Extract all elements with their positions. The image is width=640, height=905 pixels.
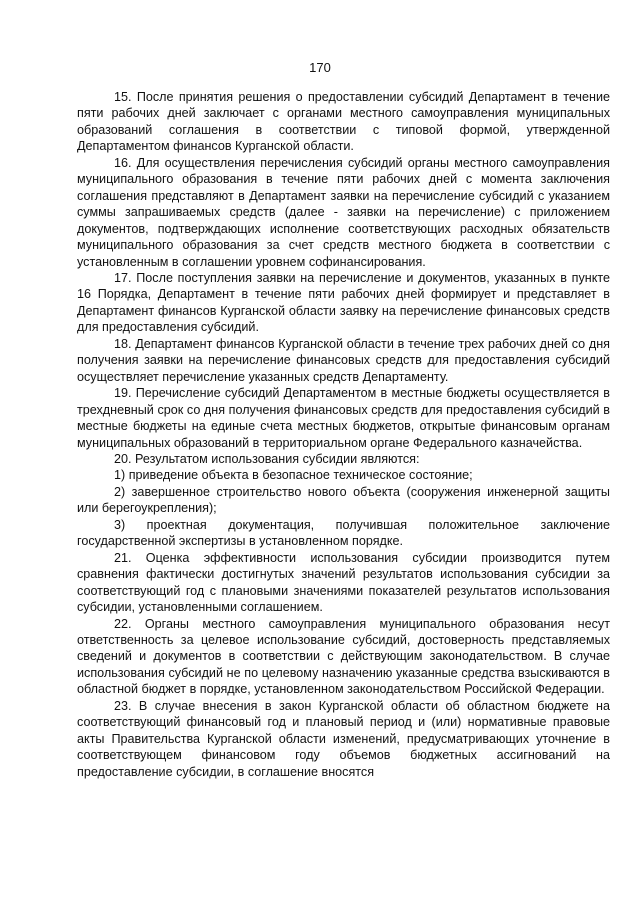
page-number: 170 xyxy=(309,60,331,75)
paragraph-20: 20. Результатом использования субсидии являются: xyxy=(114,451,420,466)
paragraph-19: 19. Перечисление субсидий Департаментом в местные бюджеты осуществляется в трехдневный срок со дня получения финансовых средств для предоставления субсидий в местные бюджеты на единые счета местных бюджетов, открытые финансовым органам муниципальных образований в территориальном органе Федерального казначейства. xyxy=(77,386,610,450)
list-item-2: 2) завершенное строительство нового объекта (сооружения инженерной защиты или берегоукрепления); xyxy=(77,484,610,516)
document-body xyxy=(77,89,610,780)
paragraph-15: 15. После принятия решения о предоставлении субсидий Департамент в течение пяти рабочих дней заключает с органами местного самоуправления муниципальных образований соглашения в соответствии с типовой формой, утвержденной Департаментом финансов Курганской области. xyxy=(77,90,610,154)
list-item-1: 1) приведение объекта в безопасное техническое состояние; xyxy=(114,468,473,483)
paragraph-23: 23. В случае внесения в закон Курганской области об областном бюджете на соответствующий финансовый год и плановый период и (или) нормативные правовые акты Правительства Курганской области изменений, предусматривающих уточнение в соответствующем финансовом году объемов бюджетных ассигнований на предоставление субсидии, в соглашение вносятся xyxy=(77,698,610,779)
paragraph-18: 18. Департамент финансов Курганской области в течение трех рабочих дней со дня получения заявки на перечисление финансовых средств для предоставления субсидий осуществляет перечисление указанных средств Департаменту. xyxy=(77,336,610,384)
paragraph-22: 22. Органы местного самоуправления муниципального образования несут ответственность за целевое использование субсидий, достоверность представляемых сведений и документов в соответствии с действующим законодательством. В случае использования субсидий не по целевому назначению указанные средства взыскиваются в областной бюджет в порядке, установленном законодательством Российской Федерации. xyxy=(77,616,610,697)
list-item-3: 3) проектная документация, получившая положительное заключение государственной экспертизы в установленном порядке. xyxy=(77,517,610,549)
paragraph-21: 21. Оценка эффективности использования субсидии производится путем сравнения фактически достигнутых значений результатов использования субсидии за соответствующий год с плановыми значениями показателей результатов использования субсидии, установленными соглашением. xyxy=(77,550,610,615)
paragraph-17: 17. После поступления заявки на перечисление и документов, указанных в пункте 16 Порядка, Департамент в течение пяти рабочих дней формирует и представляет в Департамент финансов Курганской области заявку на перечисление финансовых средств для предоставления субсидий. xyxy=(77,270,610,335)
paragraph-16: 16. Для осуществления перечисления субсидий органы местного самоуправления муниципального образования в течение пяти рабочих дней с момента заключения соглашения представляют в Департамент заявки на перечисление субсидий с указанием суммы запрашиваемых средств (далее - заявки на перечисление) с приложением документов, подтверждающих исполнение соответствующих расходных обязательств муниципального образования за счет средств местного бюджета в соответствии с установленным в соглашении уровнем софинансирования. xyxy=(77,155,610,269)
